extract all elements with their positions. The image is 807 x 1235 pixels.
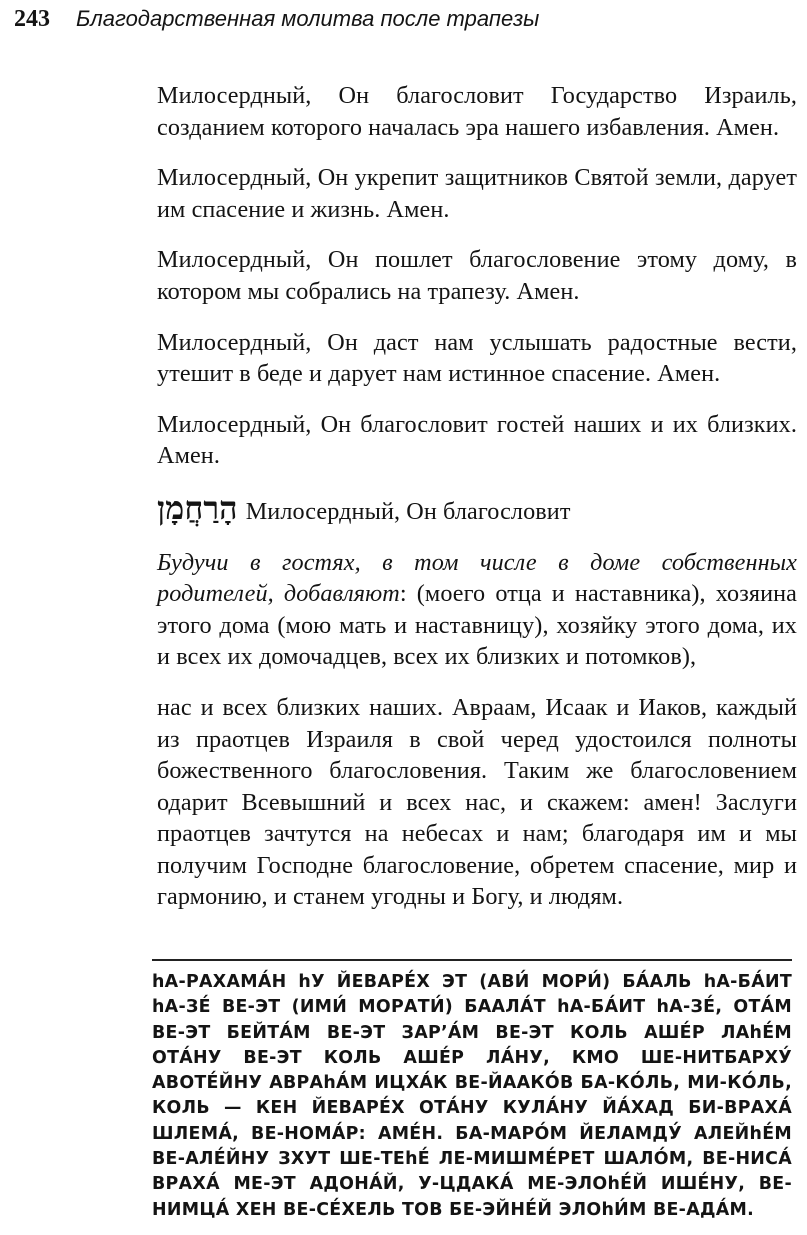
paragraph: Милосердный, Он даст нам услышать радостные вести, утешит в беде и дарует нам истинное спасение. Амен.	[157, 328, 797, 388]
paragraph: Милосердный, Он благословит Государство Израиль, созданием которого началась эра нашего избавления. Амен.	[157, 82, 797, 141]
page-header	[14, 6, 793, 40]
page-number: 243	[14, 6, 50, 32]
hebrew-word: הָרַחֲמָן	[157, 488, 238, 527]
running-title: Благодарственная молитва после трапезы	[76, 6, 540, 31]
divider	[152, 959, 792, 961]
guest-text: : (моего отца и наставника), хозяина этого дома (мою мать и наставницу), хозяйку этого дома, их и всех их домочадцев, всех их близких и потомков),	[157, 580, 797, 671]
paragraph: Милосердный, Он укрепит защитников Святой земли, дарует им спасение и жизнь. Амен.	[157, 164, 797, 223]
prayer-text	[157, 80, 797, 932]
transliteration: hА-РАХАМА́Н hУ ЙЕВАРЕ́Х ЭТ (АВИ́ МОРИ́) БА́АЛЬ hА-БА́ИТ hА-ЗЕ́ ВЕ-ЭТ (ИМИ́ МОРАТИ́) БААЛА́Т hА-БА́ИТ hА-ЗЕ́, ОТА́М ВЕ-ЭТ БЕЙТА́М ВЕ-ЭТ ЗАР’А́М ВЕ-ЭТ КОЛЬ АШЕ́Р ЛАhЕ́М ОТА́НУ ВЕ-ЭТ КОЛЬ АШЕ́Р ЛА́НУ, КМО ШЕ-НИТБАРХУ́ АВОТЕ́ЙНУ АВРАhА́М ИЦХА́К ВЕ-ЙААКО́В БА-КО́ЛЬ, МИ-КО́ЛЬ, КОЛЬ — КЕН ЙЕВАРЕ́Х ОТА́НУ КУЛА́НУ ЙА́ХАД БИ-ВРАХА́ ШЛЕМА́, ВЕ-НОМА́Р: АМЕ́Н. БА-МАРО́М ЙЕЛАМДУ́ АЛЕЙhЕ́М ВЕ-АЛЕ́ЙНУ ЗХУТ ШЕ-ТЕhЕ́ ЛЕ-МИШМЕ́РЕТ ШАЛО́М, ВЕ-НИСА́ ВРАХА́ МЕ-ЭТ АДОНА́Й, У-ЦДАКА́ МЕ-ЭЛОhЕ́Й ИШЕ́НУ, ВЕ-НИМЦА́ ХЕН ВЕ-СЕ́ХЕЛЬ ТОВ БЕ-ЭЙНЕ́Й ЭЛОhИ́М ВЕ-АДА́М.	[152, 972, 792, 1220]
guest-instruction: Будучи в гостях, в том числе в доме собственных родителей, добавляют	[157, 548, 797, 608]
guest-paragraph	[157, 547, 797, 673]
closing-paragraph: нас и всех близких наших. Авраам, Исаак и Иаков, каждый из праотцев Израиля в свой черед удостоился полноты божественного благословения. Таким же благословением одарит Всевышний и всех нас, и скажем: амен! Заслуги праотцев зачтутся на небесах и нам; благодаря им и мы получим Господне благословение, обретем спасение, мир и гармонию, и станем угодны и Богу, и людям.	[157, 693, 797, 911]
hebrew-line	[157, 488, 797, 528]
hebrew-line-text: Милосердный, Он благословит	[245, 497, 571, 525]
paragraph: Милосердный, Он пошлет благословение этому дому, в котором мы собрались на трапезу. Амен.	[157, 246, 797, 305]
paragraph: Милосердный, Он благословит гостей наших и их близких. Амен.	[157, 410, 797, 470]
